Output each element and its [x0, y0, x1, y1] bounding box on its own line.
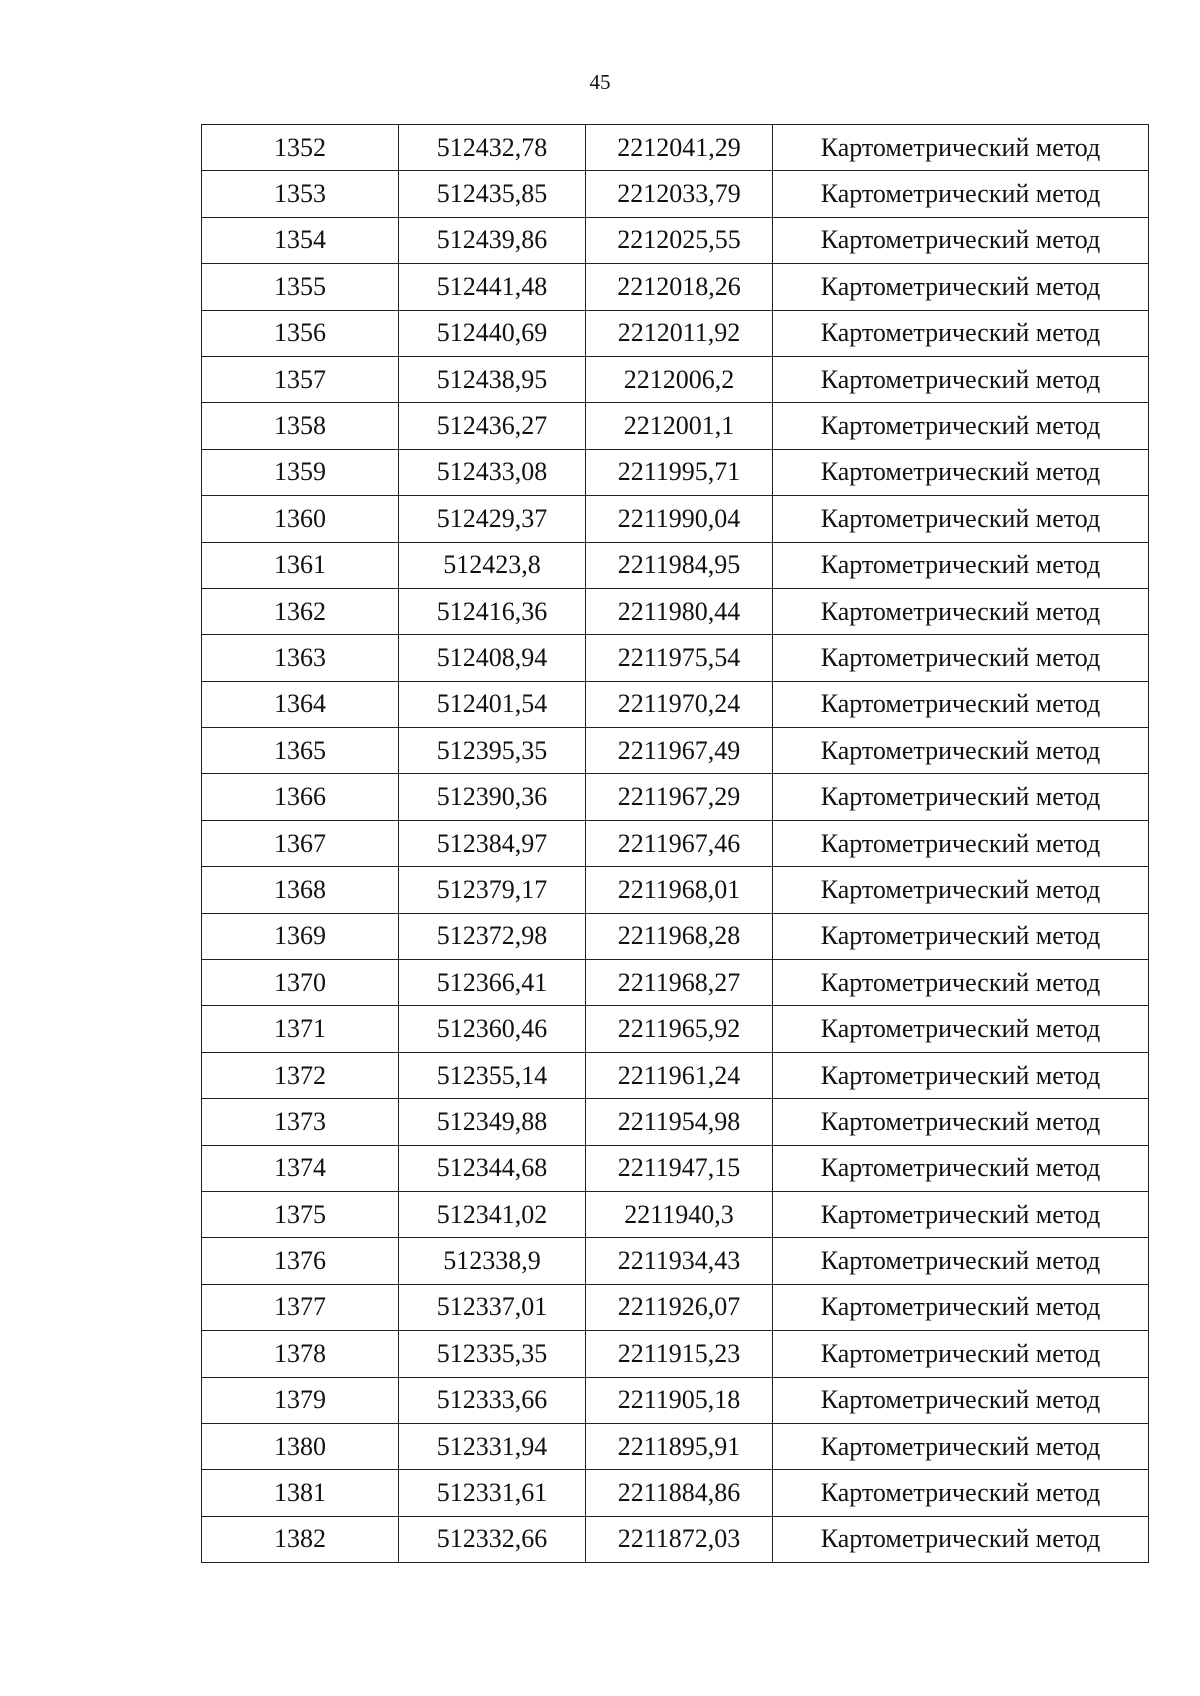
x-coordinate-cell: 512338,9: [399, 1238, 586, 1284]
x-coordinate-cell: 512436,27: [399, 403, 586, 449]
point-number-cell: 1378: [202, 1331, 399, 1377]
point-number-cell: 1373: [202, 1099, 399, 1145]
point-number-cell: 1353: [202, 171, 399, 217]
point-number-cell: 1371: [202, 1006, 399, 1052]
y-coordinate-cell: 2211947,15: [586, 1145, 773, 1191]
x-coordinate-cell: 512416,36: [399, 588, 586, 634]
point-number-cell: 1358: [202, 403, 399, 449]
table-row: [202, 867, 1149, 913]
x-coordinate-cell: 512384,97: [399, 820, 586, 866]
method-cell: Картометрический метод: [773, 1145, 1149, 1191]
x-coordinate-cell: 512429,37: [399, 496, 586, 542]
y-coordinate-cell: 2211940,3: [586, 1191, 773, 1237]
method-cell: Картометрический метод: [773, 867, 1149, 913]
y-coordinate-cell: 2211915,23: [586, 1331, 773, 1377]
method-cell: Картометрический метод: [773, 588, 1149, 634]
x-coordinate-cell: 512337,01: [399, 1284, 586, 1330]
x-coordinate-cell: 512379,17: [399, 867, 586, 913]
x-coordinate-cell: 512440,69: [399, 310, 586, 356]
x-coordinate-cell: 512349,88: [399, 1099, 586, 1145]
method-cell: Картометрический метод: [773, 681, 1149, 727]
x-coordinate-cell: 512395,35: [399, 728, 586, 774]
table-row: [202, 1145, 1149, 1191]
method-cell: Картометрический метод: [773, 356, 1149, 402]
point-number-cell: 1356: [202, 310, 399, 356]
point-number-cell: 1372: [202, 1052, 399, 1098]
method-cell: Картометрический метод: [773, 1331, 1149, 1377]
x-coordinate-cell: 512408,94: [399, 635, 586, 681]
method-cell: Картометрический метод: [773, 820, 1149, 866]
y-coordinate-cell: 2211965,92: [586, 1006, 773, 1052]
table-row: [202, 1470, 1149, 1516]
table-row: [202, 681, 1149, 727]
table-row: [202, 728, 1149, 774]
method-cell: Картометрический метод: [773, 774, 1149, 820]
x-coordinate-cell: 512439,86: [399, 217, 586, 263]
table-row: [202, 125, 1149, 171]
y-coordinate-cell: 2211980,44: [586, 588, 773, 634]
y-coordinate-cell: 2211954,98: [586, 1099, 773, 1145]
method-cell: Картометрический метод: [773, 635, 1149, 681]
point-number-cell: 1357: [202, 356, 399, 402]
method-cell: Картометрический метод: [773, 217, 1149, 263]
y-coordinate-cell: 2211970,24: [586, 681, 773, 727]
x-coordinate-cell: 512344,68: [399, 1145, 586, 1191]
point-number-cell: 1377: [202, 1284, 399, 1330]
table-row: [202, 1099, 1149, 1145]
point-number-cell: 1361: [202, 542, 399, 588]
y-coordinate-cell: 2211968,28: [586, 913, 773, 959]
x-coordinate-cell: 512341,02: [399, 1191, 586, 1237]
y-coordinate-cell: 2211967,46: [586, 820, 773, 866]
x-coordinate-cell: 512390,36: [399, 774, 586, 820]
point-number-cell: 1355: [202, 264, 399, 310]
method-cell: Картометрический метод: [773, 1423, 1149, 1469]
x-coordinate-cell: 512366,41: [399, 960, 586, 1006]
method-cell: Картометрический метод: [773, 496, 1149, 542]
point-number-cell: 1363: [202, 635, 399, 681]
point-number-cell: 1365: [202, 728, 399, 774]
table-row: [202, 264, 1149, 310]
y-coordinate-cell: 2211926,07: [586, 1284, 773, 1330]
table-row: [202, 542, 1149, 588]
method-cell: Картометрический метод: [773, 1052, 1149, 1098]
y-coordinate-cell: 2211968,01: [586, 867, 773, 913]
method-cell: Картометрический метод: [773, 310, 1149, 356]
coordinates-table-body: [202, 125, 1149, 1563]
y-coordinate-cell: 2211975,54: [586, 635, 773, 681]
x-coordinate-cell: 512333,66: [399, 1377, 586, 1423]
y-coordinate-cell: 2212011,92: [586, 310, 773, 356]
table-row: [202, 635, 1149, 681]
page-number: 45: [589, 70, 611, 94]
point-number-cell: 1380: [202, 1423, 399, 1469]
point-number-cell: 1364: [202, 681, 399, 727]
table-row: [202, 1006, 1149, 1052]
point-number-cell: 1374: [202, 1145, 399, 1191]
method-cell: Картометрический метод: [773, 1006, 1149, 1052]
y-coordinate-cell: 2211905,18: [586, 1377, 773, 1423]
x-coordinate-cell: 512331,94: [399, 1423, 586, 1469]
x-coordinate-cell: 512433,08: [399, 449, 586, 495]
table-row: [202, 1377, 1149, 1423]
table-row: [202, 1516, 1149, 1562]
point-number-cell: 1359: [202, 449, 399, 495]
method-cell: Картометрический метод: [773, 960, 1149, 1006]
x-coordinate-cell: 512435,85: [399, 171, 586, 217]
y-coordinate-cell: 2211995,71: [586, 449, 773, 495]
point-number-cell: 1382: [202, 1516, 399, 1562]
point-number-cell: 1368: [202, 867, 399, 913]
method-cell: Картометрический метод: [773, 1191, 1149, 1237]
point-number-cell: 1379: [202, 1377, 399, 1423]
y-coordinate-cell: 2211984,95: [586, 542, 773, 588]
y-coordinate-cell: 2211961,24: [586, 1052, 773, 1098]
y-coordinate-cell: 2212025,55: [586, 217, 773, 263]
y-coordinate-cell: 2212001,1: [586, 403, 773, 449]
y-coordinate-cell: 2212033,79: [586, 171, 773, 217]
table-row: [202, 403, 1149, 449]
table-row: [202, 217, 1149, 263]
point-number-cell: 1360: [202, 496, 399, 542]
point-number-cell: 1362: [202, 588, 399, 634]
method-cell: Картометрический метод: [773, 1516, 1149, 1562]
table-row: [202, 1331, 1149, 1377]
y-coordinate-cell: 2211895,91: [586, 1423, 773, 1469]
point-number-cell: 1369: [202, 913, 399, 959]
point-number-cell: 1352: [202, 125, 399, 171]
table-row: [202, 356, 1149, 402]
point-number-cell: 1376: [202, 1238, 399, 1284]
method-cell: Картометрический метод: [773, 125, 1149, 171]
coordinates-table: [201, 124, 1149, 1563]
y-coordinate-cell: 2212041,29: [586, 125, 773, 171]
point-number-cell: 1375: [202, 1191, 399, 1237]
x-coordinate-cell: 512332,66: [399, 1516, 586, 1562]
table-row: [202, 496, 1149, 542]
x-coordinate-cell: 512335,35: [399, 1331, 586, 1377]
method-cell: Картометрический метод: [773, 1470, 1149, 1516]
method-cell: Картометрический метод: [773, 1099, 1149, 1145]
table-row: [202, 588, 1149, 634]
x-coordinate-cell: 512438,95: [399, 356, 586, 402]
table-row: [202, 820, 1149, 866]
x-coordinate-cell: 512355,14: [399, 1052, 586, 1098]
method-cell: Картометрический метод: [773, 913, 1149, 959]
table-row: [202, 960, 1149, 1006]
x-coordinate-cell: 512432,78: [399, 125, 586, 171]
x-coordinate-cell: 512372,98: [399, 913, 586, 959]
method-cell: Картометрический метод: [773, 403, 1149, 449]
table-row: [202, 310, 1149, 356]
y-coordinate-cell: 2211884,86: [586, 1470, 773, 1516]
x-coordinate-cell: 512441,48: [399, 264, 586, 310]
y-coordinate-cell: 2211990,04: [586, 496, 773, 542]
table-row: [202, 1052, 1149, 1098]
point-number-cell: 1381: [202, 1470, 399, 1516]
method-cell: Картометрический метод: [773, 1377, 1149, 1423]
x-coordinate-cell: 512401,54: [399, 681, 586, 727]
y-coordinate-cell: 2212006,2: [586, 356, 773, 402]
table-row: [202, 1191, 1149, 1237]
point-number-cell: 1370: [202, 960, 399, 1006]
x-coordinate-cell: 512360,46: [399, 1006, 586, 1052]
method-cell: Картометрический метод: [773, 542, 1149, 588]
y-coordinate-cell: 2211967,29: [586, 774, 773, 820]
point-number-cell: 1354: [202, 217, 399, 263]
method-cell: Картометрический метод: [773, 1284, 1149, 1330]
table-row: [202, 1423, 1149, 1469]
table-row: [202, 449, 1149, 495]
point-number-cell: 1367: [202, 820, 399, 866]
y-coordinate-cell: 2212018,26: [586, 264, 773, 310]
point-number-cell: 1366: [202, 774, 399, 820]
method-cell: Картометрический метод: [773, 264, 1149, 310]
table-row: [202, 774, 1149, 820]
method-cell: Картометрический метод: [773, 1238, 1149, 1284]
table-row: [202, 913, 1149, 959]
y-coordinate-cell: 2211934,43: [586, 1238, 773, 1284]
y-coordinate-cell: 2211968,27: [586, 960, 773, 1006]
method-cell: Картометрический метод: [773, 728, 1149, 774]
x-coordinate-cell: 512331,61: [399, 1470, 586, 1516]
method-cell: Картометрический метод: [773, 171, 1149, 217]
y-coordinate-cell: 2211872,03: [586, 1516, 773, 1562]
table-row: [202, 171, 1149, 217]
method-cell: Картометрический метод: [773, 449, 1149, 495]
y-coordinate-cell: 2211967,49: [586, 728, 773, 774]
table-row: [202, 1284, 1149, 1330]
table-row: [202, 1238, 1149, 1284]
x-coordinate-cell: 512423,8: [399, 542, 586, 588]
